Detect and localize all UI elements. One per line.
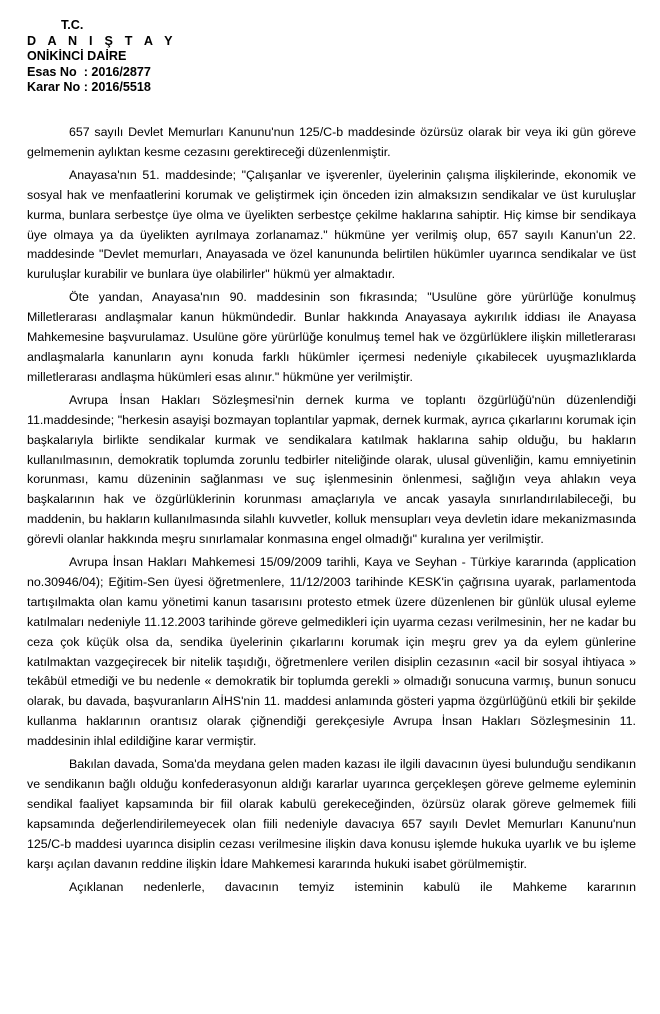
- paragraph-2: Anayasa'nın 51. maddesinde; "Çalışanlar ve işverenler, üyelerinin çalışma ilişkilerinde, ekonomik ve sosyal hak ve menfaatlerini korumak ve geliştirmek için önceden izin almaksızın sendikalar ve üst kuruluşlar kurma, bunlara serbestçe üye olma ve üyelikten serbestçe çekilme haklarına sahiptir. Hiç kimse bir sendikaya üye olmaya ya da üyelikten ayrılmaya zorlanamaz." hükmüne yer verilmiş olup, 657 sayılı Kanun'un 22. maddesinde "Devlet memurları, Anayasada ve özel kanununda belirtilen hükümler uyarınca sendikalar ve üst kuruluşlar kurabilir ve bunlara üye olabilirler" hükmü yer almaktadır.: [27, 167, 636, 282]
- paragraph-5: Avrupa İnsan Hakları Mahkemesi 15/09/2009 tarihli, Kaya ve Seyhan - Türkiye kararında (application no.30946/04); Eğitim-Sen üyesi öğretmenlere, 11/12/2003 tarihinde KESK'in çağrısına uyarak, parlamentoda tartışılmakta olan kamu yönetimi kanun tasarısını protesto etmek üzere düzenlenen bir günlük ulusal eyleme katılmaları nedeniyle 11.12.2003 tarihinde göreve gelmedikleri için uyarma cezası verilmesinin, her ne kadar bu ceza çok küçük olsa da, sendika üyelerinin çıkarlarını korumak için meşru grev ya da eylem günlerine katılmaktan vazgeçirecek bir nitelik taşıdığı, öğretmenlere verilen disiplin cezasının «acil bir sosyal ihtiyaca » tekâbül etmediği ve bu nedenle « demokratik bir toplumda gerekli » olmadığı sonucuna varmış, bunun sonucu olarak, bu davada, başvuranların AİHS'nin 11. maddesi anlamında gösteri yapma özgürlüğünü etkili bir şekilde kullanma haklarının orantısız olarak çiğnendiği gerekçesiyle Avrupa İnsan Hakları Sözleşmesinin 11. maddesinin ihlal edildiğine karar vermiştir.: [27, 555, 636, 749]
- paragraph-4: Avrupa İnsan Hakları Sözleşmesi'nin dernek kurma ve toplantı özgürlüğü'nün düzenlendiği 11.maddesinde; "herkesin asayişi bozmayan toplantılar yapmak, dernek kurmak, ayrıca çıkarlarını korumak için başkalarıyla birlikte sendikalar kurmak ve sendikalara katılmak haklarına sahip olduğu, bu hakların kullanılmasının, demokratik toplumda zorunlu tedbirler niteliğinde olarak, ulusal güvenliğin, kamu emniyetinin korunması, kamu düzeninin sağlanması ve suç işlenmesinin önlenmesi, sağlığın veya ahlakın veya başkalarının hak ve özgürlüklerinin korunması amaçlarıyla ve ancak yasayla sınırlandırılabileceği, bu maddenin, bu hakların kullanılmasında silahlı kuvvetler, kolluk mensupları veya devletin idare mekanizmasında görevli olanlar hakkında meşru sınırlamalar konmasına engel olmadığı" kuralına yer verilmiştir.: [27, 392, 636, 547]
- header-esas-no: Esas No : 2016/2877: [27, 64, 151, 79]
- header-court-name: D A N I Ş T A Y: [27, 33, 177, 48]
- paragraph-6: Bakılan davada, Soma'da meydana gelen maden kazası ile ilgili davacının üyesi bulunduğu sendikanın ve sendikanın bağlı olduğu konfederasyonun aldığı kararlar uyarınca gerçekleşen göreve gelmeme eyleminin sendikal faaliyet kapsamında bir fiil olarak kabulü gerekeceğinden, özürsüz olarak göreve gelmemek fiili kapsamında değerlendirilemeyecek olan fiili nedeniyle davacıya 657 sayılı Devlet Memurları Kanunu'nun 125/C-b maddesi uyarınca disiplin cezası verilmesine ilişkin dava konusu işlemde hukuka uyarlık ve bu işleme karşı açılan davanın reddine ilişkin İdare Mahkemesi kararında hukuki isabet görülmemiştir.: [27, 757, 636, 871]
- paragraph-7: Açıklanan nedenlerle, davacının temyiz isteminin kabulü ile Mahkeme kararının: [69, 879, 636, 894]
- document-body: [27, 123, 636, 897]
- header-tc: T.C.: [61, 18, 84, 32]
- document-header: [27, 18, 177, 96]
- header-karar-no: Karar No : 2016/5518: [27, 80, 151, 95]
- paragraph-1: 657 sayılı Devlet Memurları Kanunu'nun 125/C-b maddesinde özürsüz olarak bir veya iki gün göreve gelmemenin aylıktan kesme cezasını gerektireceği düzenlenmiştir.: [27, 125, 636, 159]
- paragraph-3: Öte yandan, Anayasa'nın 90. maddesinin son fıkrasında; "Usulüne göre yürürlüğe konulmuş Milletlerarası andlaşmalar kanun hükmündedir. Bunlar hakkında Anayasaya aykırılık iddiası ile Anayasa Mahkemesine başvurulamaz. Usulüne göre yürürlüğe konulmuş temel hak ve özgürlüklere ilişkin milletlerarası andlaşmalarla kanunların aynı konuda farklı hükümler içermesi nedeniyle çıkabilecek uyuşmazlıklarda milletlerarası andlaşma hükümleri esas alınır." hükmüne yer verilmiştir.: [27, 290, 636, 384]
- header-chamber: ONİKİNCİ DAİRE: [27, 49, 127, 64]
